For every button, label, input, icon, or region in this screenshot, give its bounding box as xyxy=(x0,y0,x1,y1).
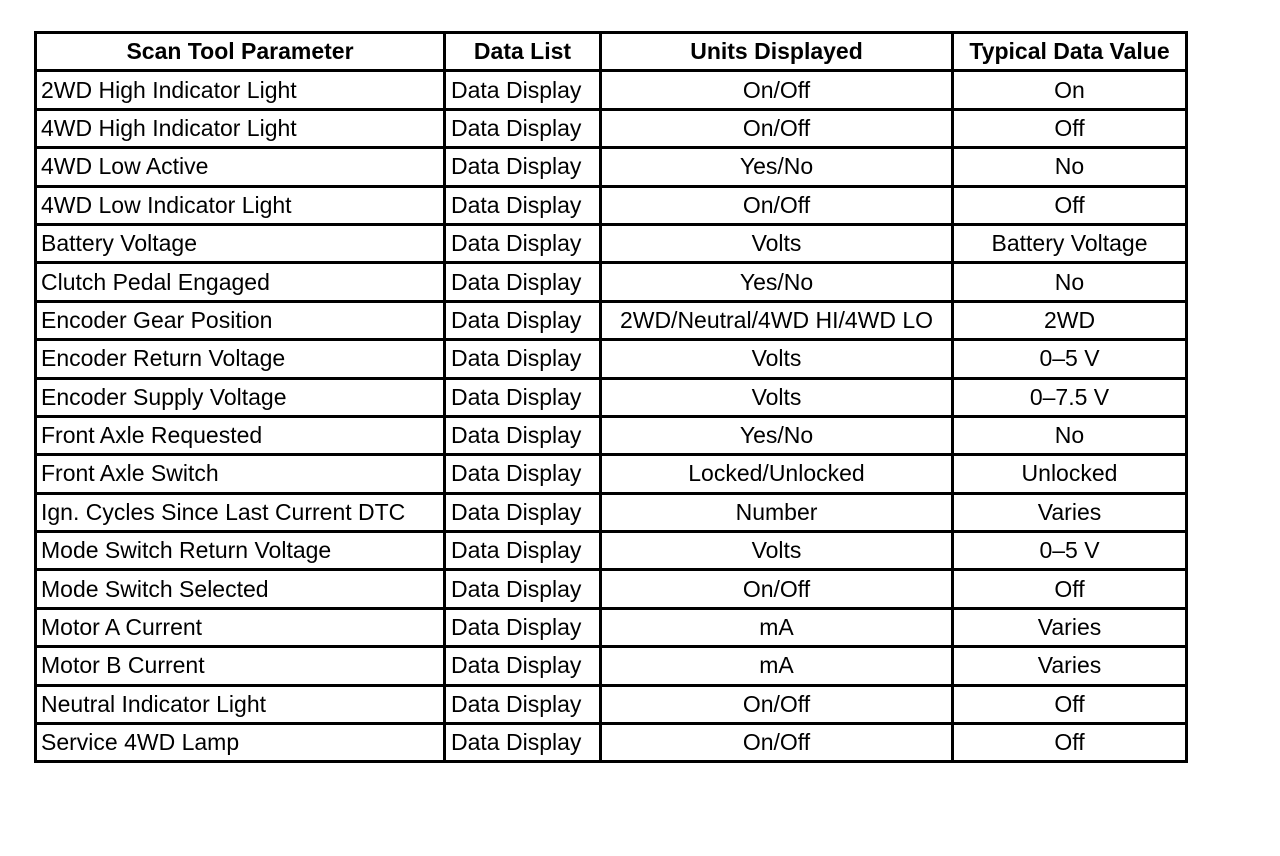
cell-units: mA xyxy=(601,608,953,646)
cell-units: 2WD/Neutral/4WD HI/4WD LO xyxy=(601,301,953,339)
table-row xyxy=(36,724,1187,762)
cell-parameter: Front Axle Switch xyxy=(36,455,445,493)
table-row xyxy=(36,71,1187,109)
cell-parameter: Ign. Cycles Since Last Current DTC xyxy=(36,493,445,531)
table-row xyxy=(36,685,1187,723)
cell-units: On/Off xyxy=(601,186,953,224)
table-row xyxy=(36,608,1187,646)
cell-data-list: Data Display xyxy=(445,532,601,570)
cell-typical-value: Varies xyxy=(953,608,1187,646)
cell-units: On/Off xyxy=(601,71,953,109)
cell-data-list: Data Display xyxy=(445,340,601,378)
cell-typical-value: 0–5 V xyxy=(953,532,1187,570)
cell-parameter: 4WD High Indicator Light xyxy=(36,109,445,147)
cell-units: Volts xyxy=(601,224,953,262)
cell-parameter: Motor B Current xyxy=(36,647,445,685)
cell-typical-value: Unlocked xyxy=(953,455,1187,493)
table-row xyxy=(36,570,1187,608)
cell-units: Yes/No xyxy=(601,263,953,301)
cell-data-list: Data Display xyxy=(445,724,601,762)
cell-data-list: Data Display xyxy=(445,301,601,339)
cell-typical-value: Varies xyxy=(953,647,1187,685)
cell-units: Volts xyxy=(601,340,953,378)
cell-data-list: Data Display xyxy=(445,647,601,685)
table-row xyxy=(36,301,1187,339)
cell-data-list: Data Display xyxy=(445,570,601,608)
scan-tool-data-table xyxy=(34,31,1188,763)
cell-typical-value: On xyxy=(953,71,1187,109)
table-row xyxy=(36,109,1187,147)
cell-parameter: Mode Switch Selected xyxy=(36,570,445,608)
cell-typical-value: Varies xyxy=(953,493,1187,531)
cell-data-list: Data Display xyxy=(445,186,601,224)
header-scan-tool-parameter: Scan Tool Parameter xyxy=(36,33,445,71)
table-row xyxy=(36,148,1187,186)
header-units-displayed: Units Displayed xyxy=(601,33,953,71)
cell-parameter: Front Axle Requested xyxy=(36,416,445,454)
cell-parameter: Clutch Pedal Engaged xyxy=(36,263,445,301)
cell-units: Number xyxy=(601,493,953,531)
cell-typical-value: Off xyxy=(953,724,1187,762)
cell-units: mA xyxy=(601,647,953,685)
table-row xyxy=(36,186,1187,224)
cell-parameter: Encoder Supply Voltage xyxy=(36,378,445,416)
cell-units: On/Off xyxy=(601,109,953,147)
cell-typical-value: Off xyxy=(953,109,1187,147)
table-row xyxy=(36,532,1187,570)
cell-parameter: Mode Switch Return Voltage xyxy=(36,532,445,570)
cell-parameter: 4WD Low Active xyxy=(36,148,445,186)
cell-typical-value: 0–5 V xyxy=(953,340,1187,378)
cell-units: Volts xyxy=(601,378,953,416)
table-row xyxy=(36,416,1187,454)
cell-parameter: Encoder Return Voltage xyxy=(36,340,445,378)
cell-units: Volts xyxy=(601,532,953,570)
cell-typical-value: No xyxy=(953,416,1187,454)
cell-data-list: Data Display xyxy=(445,263,601,301)
cell-units: Yes/No xyxy=(601,416,953,454)
cell-data-list: Data Display xyxy=(445,608,601,646)
header-typical-data-value: Typical Data Value xyxy=(953,33,1187,71)
cell-parameter: Neutral Indicator Light xyxy=(36,685,445,723)
cell-data-list: Data Display xyxy=(445,109,601,147)
table-row xyxy=(36,224,1187,262)
table-row xyxy=(36,263,1187,301)
cell-data-list: Data Display xyxy=(445,493,601,531)
table-header xyxy=(36,33,1187,71)
table-row xyxy=(36,455,1187,493)
cell-data-list: Data Display xyxy=(445,455,601,493)
header-data-list: Data List xyxy=(445,33,601,71)
cell-data-list: Data Display xyxy=(445,71,601,109)
table-row xyxy=(36,340,1187,378)
cell-parameter: 4WD Low Indicator Light xyxy=(36,186,445,224)
cell-data-list: Data Display xyxy=(445,148,601,186)
cell-typical-value: No xyxy=(953,148,1187,186)
cell-units: On/Off xyxy=(601,570,953,608)
cell-typical-value: Off xyxy=(953,685,1187,723)
cell-data-list: Data Display xyxy=(445,378,601,416)
cell-typical-value: No xyxy=(953,263,1187,301)
cell-data-list: Data Display xyxy=(445,685,601,723)
scan-tool-data-table-container xyxy=(34,31,1188,763)
table-row xyxy=(36,647,1187,685)
cell-typical-value: Off xyxy=(953,570,1187,608)
cell-units: Locked/Unlocked xyxy=(601,455,953,493)
cell-typical-value: 2WD xyxy=(953,301,1187,339)
table-row xyxy=(36,493,1187,531)
cell-units: On/Off xyxy=(601,685,953,723)
cell-parameter: Encoder Gear Position xyxy=(36,301,445,339)
cell-typical-value: Battery Voltage xyxy=(953,224,1187,262)
cell-parameter: 2WD High Indicator Light xyxy=(36,71,445,109)
cell-data-list: Data Display xyxy=(445,416,601,454)
cell-parameter: Service 4WD Lamp xyxy=(36,724,445,762)
cell-data-list: Data Display xyxy=(445,224,601,262)
cell-typical-value: Off xyxy=(953,186,1187,224)
cell-units: On/Off xyxy=(601,724,953,762)
header-row xyxy=(36,33,1187,71)
cell-units: Yes/No xyxy=(601,148,953,186)
cell-typical-value: 0–7.5 V xyxy=(953,378,1187,416)
table-row xyxy=(36,378,1187,416)
cell-parameter: Battery Voltage xyxy=(36,224,445,262)
cell-parameter: Motor A Current xyxy=(36,608,445,646)
table-body xyxy=(36,71,1187,762)
